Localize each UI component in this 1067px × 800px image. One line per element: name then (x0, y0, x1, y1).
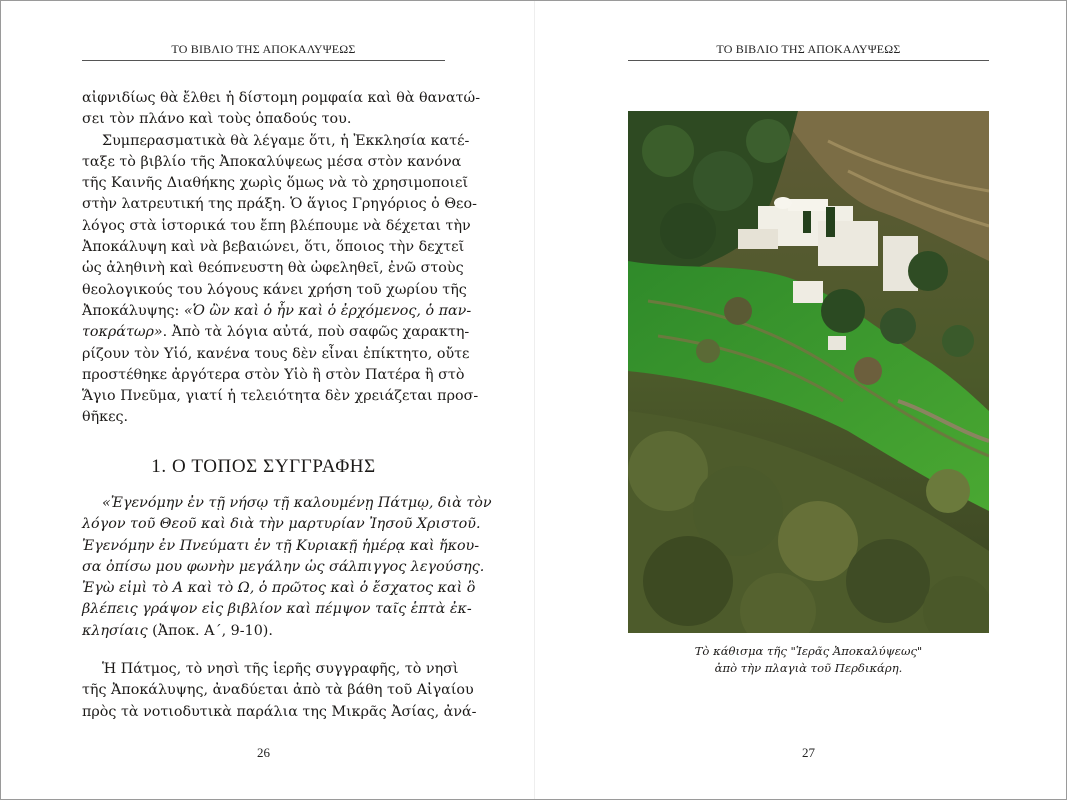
left-body-lower (82, 659, 477, 723)
text-line: σει τὸν πλάνο καὶ τοὺς ὀπαδούς του. (82, 111, 352, 128)
text-line: πρὸς τὰ νοτιοδυτικὰ παράλια της Μικρᾶς Ἀσίας, ἀνά- (82, 703, 477, 720)
text-line: προστέθηκε ἀργότερα στὸν Υἱὸ ἢ στὸν Πατέρα ἢ στὸ (82, 366, 465, 383)
text-line: Ἀποκάλυψη καὶ νὰ βεβαιώνει, ὅτι, ὅποιος τὴν δεχτεῖ (82, 239, 465, 256)
revelation-quote (82, 493, 492, 642)
text-line: ταξε τὸ βιβλίο τῆς Ἀποκαλύψεως μέσα στὸν κανόνα (82, 153, 462, 170)
text-fragment: . Ἀπὸ τὰ λόγια αὐτά, ποὺ σαφῶς χαρακτη- (162, 324, 470, 341)
photo-illustration (628, 111, 989, 633)
text-line: ὡς ἀληθινὴ καὶ θεόπνευστη θὰ ὠφεληθεῖ, ἐνῶ στοὺς (82, 260, 464, 277)
text-line: Ἐγενόμην ἐν Πνεύματι ἐν τῇ Κυριακῇ ἡμέρᾳ καὶ ἤκου- (82, 537, 480, 554)
text-line: στὴν λατρευτική της πράξη. Ὁ ἅγιος Γρηγόριος ὁ Θεο- (82, 196, 477, 213)
paragraph-2 (82, 131, 479, 429)
right-running-head: ΤΟ ΒΙΒΛΙΟ ΤΗΣ ΑΠΟΚΑΛΥΨΕΩΣ (716, 42, 901, 56)
caption-line: Τὸ κάθισμα τῆς "Ἱερᾶς Ἀποκαλύψεως" (694, 644, 923, 658)
left-body-quote (82, 493, 492, 642)
left-running-head: ΤΟ ΒΙΒΛΙΟ ΤΗΣ ΑΠΟΚΑΛΥΨΕΩΣ (171, 42, 356, 56)
text-line: θεολογικούς του λόγους κάνει χρήση τοῦ χωρίου τῆς (82, 281, 467, 298)
photo-hillside-monastery (628, 111, 989, 633)
text-line (82, 621, 445, 642)
left-page-number: 26 (257, 745, 270, 760)
text-line: «Ἐγενόμην ἐν τῇ νήσῳ τῇ καλουμένῃ Πάτμῳ, διὰ τὸν (102, 495, 492, 511)
text-line: λόγος στὰ ἱστορικά του ἔπη βλέπουμε νὰ δέχεται τὴν (82, 217, 471, 234)
text-line: Συμπερασματικὰ θὰ λέγαμε ὅτι, ἡ Ἐκκλησία κατέ- (102, 132, 470, 149)
scripture-quote: «Ὁ ὢν καὶ ὁ ἦν καὶ ὁ ἐρχόμενος, ὁ παν- (183, 302, 472, 319)
photo-caption (628, 643, 989, 677)
quote-reference: (Ἀποκ. Α΄, 9-10). (147, 622, 273, 639)
text-fragment: κλησίαις (82, 622, 148, 639)
paragraph-3 (82, 659, 477, 723)
caption-line: ἀπὸ τὴν πλαγιὰ τοῦ Περδικάρη. (714, 661, 903, 675)
text-line (82, 322, 470, 343)
text-line (82, 301, 472, 322)
right-header-rule (628, 60, 989, 61)
text-line: Ἡ Πάτμος, τὸ νησὶ τῆς ἱερῆς συγγραφῆς, τὸ νησὶ (102, 661, 459, 677)
right-page-number: 27 (802, 745, 815, 760)
text-line: θῆκες. (82, 409, 129, 426)
text-line: τῆς Καινῆς Διαθήκης χωρὶς ὅμως νὰ τὸ χρησιμοποιεῖ (82, 175, 469, 192)
text-line: Ἅγιο Πνεῦμα, γιατί ἡ τελειότητα δὲν χρειάζεται προσ- (82, 388, 479, 405)
left-header-rule (82, 60, 445, 61)
text-line: Ἐγὼ εἰμὶ τὸ Α καὶ τὸ Ω, ὁ πρῶτος καὶ ὁ ἔσχατος καὶ ὃ (82, 580, 476, 597)
left-body-upper (82, 88, 481, 429)
text-line: τῆς Ἀποκάλυψης, ἀναδύεται ἀπὸ τὰ βάθη τοῦ Αἰγαίου (82, 682, 474, 699)
text-line: ρίζουν τὸν Υἱό, κανένα τους δὲν εἶναι ἐπίκτητο, οὔτε (82, 345, 470, 362)
text-line: σα ὀπίσω μου φωνὴν μεγάλην ὡς σάλπιγγος λεγούσης. (82, 558, 485, 575)
text-line: βλέπεις γράψον εἰς βιβλίον καὶ πέμψον ταῖς ἑπτὰ ἐκ- (82, 601, 472, 618)
text-line: λόγον τοῦ Θεοῦ καὶ διὰ τὴν μαρτυρίαν Ἰησοῦ Χριστοῦ. (82, 516, 481, 533)
paragraph-1 (82, 88, 481, 131)
section-title: 1. Ο ΤΟΠΟΣ ΣΥΓΓΡΑΦΗΣ (151, 456, 376, 477)
scripture-quote: τοκράτωρ» (82, 324, 163, 341)
text-line: αἰφνιδίως θὰ ἔλθει ἡ δίστομη ρομφαία καὶ θὰ θανατώ- (82, 90, 481, 106)
gutter-divider (534, 1, 535, 799)
text-fragment: Ἀποκάλυψης: (82, 302, 184, 319)
